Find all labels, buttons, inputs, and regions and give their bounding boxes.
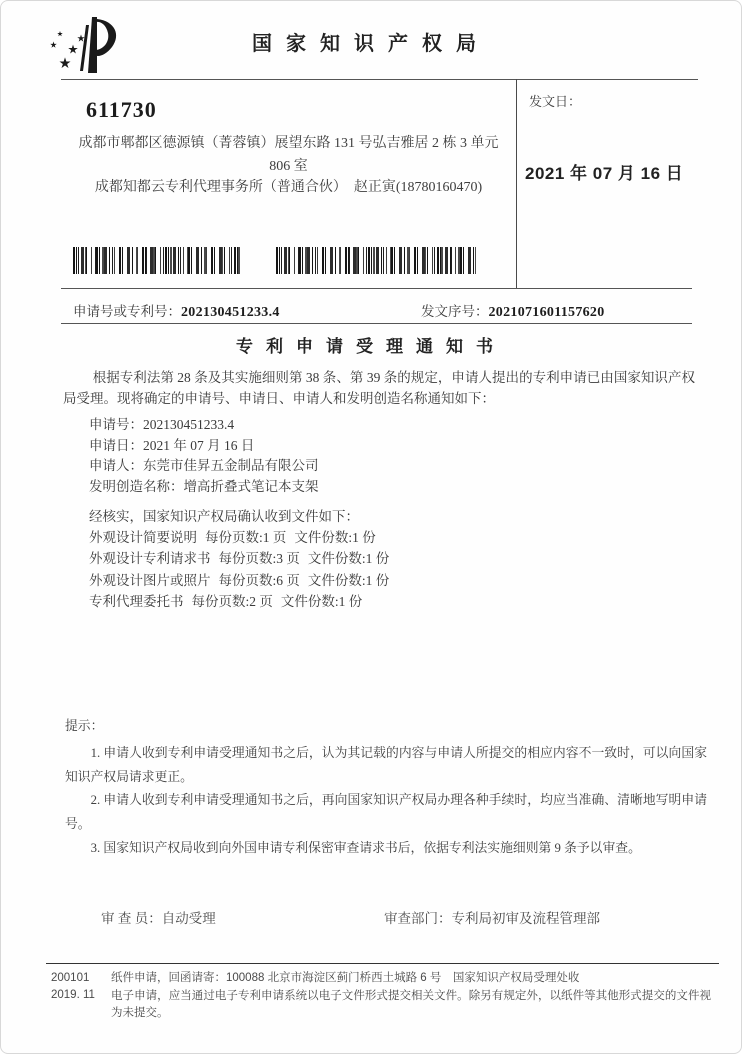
doc-copies: 文件份数:1 份 — [307, 551, 390, 567]
received-doc-row — [89, 570, 389, 591]
examining-department — [384, 907, 600, 927]
field-row — [89, 477, 319, 498]
field-value: 202130451233.4 — [143, 417, 235, 432]
address-line-2: 806 室 — [269, 159, 308, 174]
field-row — [89, 436, 319, 457]
footer-line-electronic: 电子申请，应当通过电子专利申请系统以电子文件形式提交相关文件。除另有规定外，以纸件等其他形式提交的文件视为未提交。 — [111, 989, 711, 1019]
tip-item: 1. 申请人收到专利申请受理通知书之后，认为其记载的内容与申请人所提交的相应内容不一致时，可以向国家知识产权局请求更正。 — [65, 746, 707, 784]
star-icon: ★ — [77, 34, 85, 43]
serial-number-value: 2021071601157620 — [488, 305, 605, 320]
footer — [51, 970, 719, 1023]
field-value: 2021 年 07 月 16 日 — [143, 437, 255, 453]
footer-code: 2019. 11 — [51, 989, 95, 1001]
tip-item: 3. 国家知识产权局收到向外国申请专利保密审查请求书后，依据专利法实施细则第 9 条予以审查。 — [90, 840, 641, 855]
agency-line: 成都知都云专利代理事务所（普通合伙） 赵正寅(18780160470) — [94, 180, 483, 195]
received-doc-row — [89, 591, 389, 612]
dispatch-date-box — [516, 79, 698, 288]
star-icon: ★ — [50, 41, 57, 49]
field-label: 申请号： — [89, 417, 143, 432]
field-row — [89, 415, 319, 436]
footer-codes — [51, 970, 111, 1023]
numbers-row — [61, 294, 698, 322]
received-doc-row — [89, 527, 389, 548]
star-icon: ★ — [57, 32, 64, 38]
footer-divider — [46, 963, 719, 964]
doc-name: 专利代理委托书 — [89, 593, 184, 609]
doc-copies: 文件份数:1 份 — [307, 572, 390, 588]
doc-copies: 文件份数:1 份 — [280, 593, 363, 609]
received-intro: 经核实，国家知识产权局确认收到文件如下： — [89, 509, 359, 524]
notice-title: 专利申请受理通知书 — [236, 337, 506, 356]
department-value: 专利局初审及流程管理部 — [451, 911, 600, 926]
footer-lines — [111, 970, 711, 1023]
signoff-row — [61, 907, 698, 929]
examiner — [101, 907, 216, 927]
field-value: 东莞市佳昇五金制品有限公司 — [143, 458, 319, 474]
application-number — [73, 300, 280, 321]
application-number-value: 202130451233.4 — [181, 305, 280, 320]
divider — [61, 323, 692, 324]
application-fields — [89, 415, 319, 497]
star-icon: ★ — [68, 45, 78, 56]
mailing-block — [61, 79, 516, 288]
doc-copies: 文件份数:1 份 — [294, 530, 376, 546]
dispatch-date-label: 发文日： — [529, 94, 582, 109]
doc-pages: 每份页数:6 页 — [218, 572, 300, 588]
serial-number-label: 发文序号： — [421, 304, 489, 319]
serial-number — [421, 300, 605, 321]
barcode-left — [73, 247, 241, 274]
footer-line-paper: 纸件申请，回函请寄：100088 北京市海淀区蓟门桥西土城路 6 号 国家知识产权局受理处收 — [111, 972, 580, 984]
examiner-label: 审 查 员： — [101, 911, 162, 926]
doc-name: 外观设计简要说明 — [89, 530, 197, 546]
field-value: 增高折叠式笔记本支架 — [183, 478, 319, 494]
field-label: 发明创造名称： — [89, 478, 184, 494]
doc-name: 外观设计专利请求书 — [89, 551, 211, 567]
received-doc-row — [89, 548, 389, 569]
intro-paragraph: 根据专利法第 28 条及其实施细则第 38 条、第 39 条的规定，申请人提出的专利申请已由国家知识产权局受理。现将确定的申请号、申请日、申请人和发明创造名称通知如下： — [63, 370, 695, 406]
doc-name: 外观设计图片或照片 — [89, 572, 211, 588]
dispatch-date-value: 2021 年 07 月 16 日 — [525, 164, 684, 183]
department-label: 审查部门： — [384, 911, 452, 926]
tip-item: 2. 申请人收到专利申请受理通知书之后，再向国家知识产权局办理各种手续时，均应当准确、清晰地写明申请号。 — [65, 793, 707, 832]
office-title: 国家知识产权局 — [252, 33, 490, 55]
field-row — [89, 456, 319, 477]
application-number-label: 申请号或专利号： — [73, 304, 181, 319]
postal-code: 611730 — [86, 97, 157, 122]
barcode-right — [276, 247, 476, 274]
doc-pages: 每份页数:1 页 — [205, 530, 287, 546]
divider — [61, 288, 692, 289]
doc-pages: 每份页数:3 页 — [218, 551, 300, 567]
star-icon: ★ — [59, 56, 72, 70]
tips-section — [65, 715, 707, 861]
examiner-value: 自动受理 — [161, 911, 216, 926]
doc-pages: 每份页数:2 页 — [191, 593, 273, 609]
tips-heading: 提示： — [65, 719, 104, 733]
address-line-1: 成都市郫都区德源镇（菁蓉镇）展望东路 131 号弘吉雅居 2 栋 3 单元 — [78, 136, 499, 151]
field-label: 申请人： — [89, 458, 143, 474]
field-label: 申请日： — [89, 437, 143, 453]
received-documents — [89, 506, 389, 612]
footer-code: 200101 — [51, 972, 90, 984]
